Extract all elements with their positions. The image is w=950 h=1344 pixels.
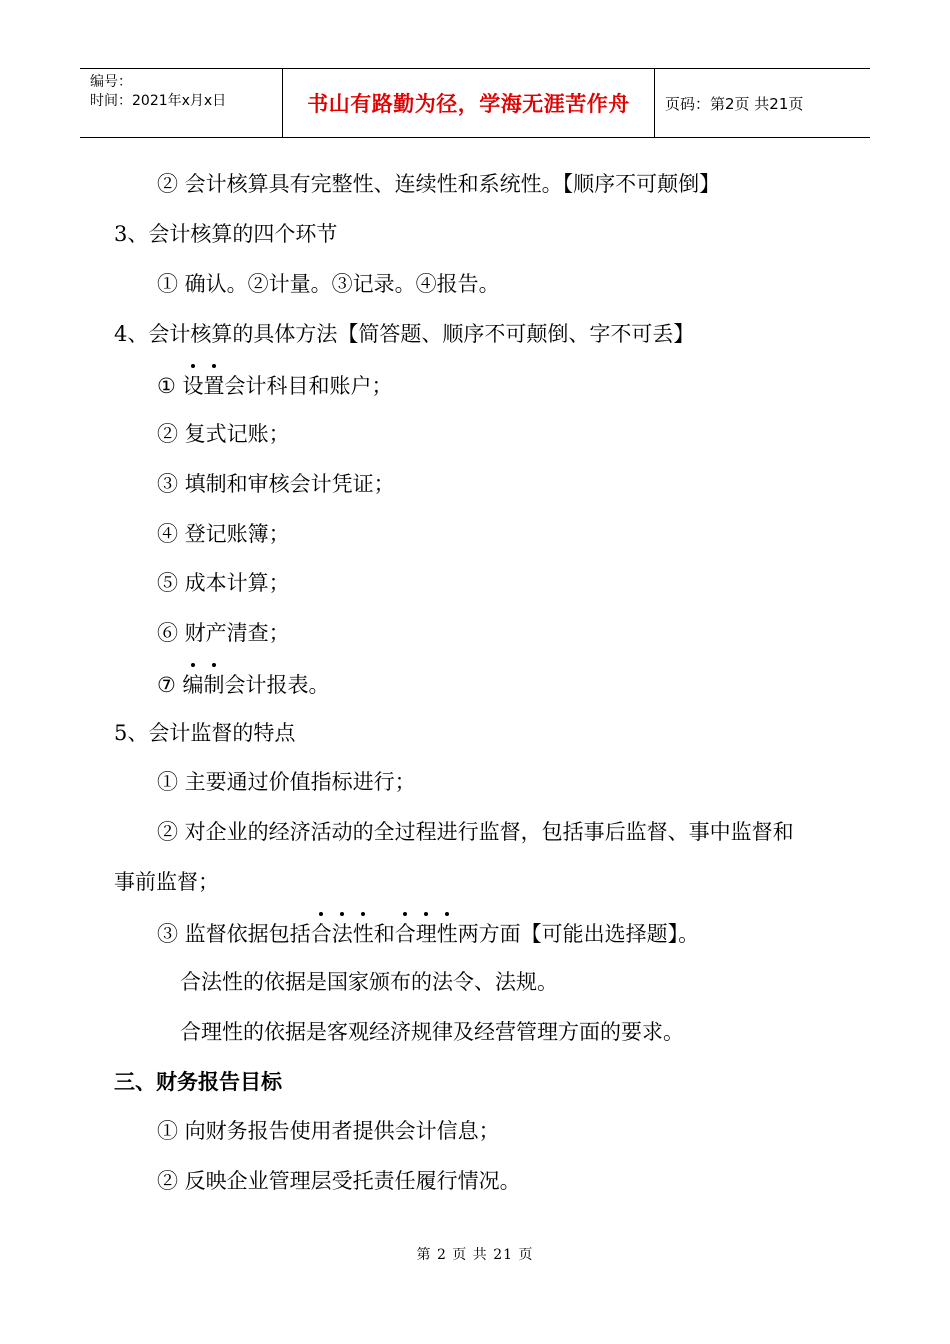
emphasis-char: 理 [415,922,437,946]
emphasis-char: 合 [310,922,332,946]
list-item: ③ 监督依据包括合法性和合理性两方面【可能出选择题】。 [157,922,700,946]
text-line: 事前监督； [114,870,219,894]
header-page-info: 页码：第2页 共21页 [665,94,804,113]
time-label: 时间：2021年x月x日 [90,93,227,109]
section-heading: 三、财务报告目标 [114,1070,282,1094]
emphasis-char: 设 [182,374,204,398]
emphasis-char: 性 [436,922,458,946]
list-item: ③ 填制和审核会计凭证； [157,472,395,496]
emphasis-char: 编 [182,673,204,697]
text-line: ① 确认。②计量。③记录。④报告。 [157,272,500,296]
list-item: ① 设置会计科目和账户； [157,374,393,398]
list-item: ② 复式记账； [157,422,290,446]
header-motto: 书山有路勤为径，学海无涯苦作舟 [283,69,655,137]
list-item: ⑦ 编制会计报表。 [157,673,330,697]
emphasis-char: 法 [331,922,353,946]
emphasis-char: 合 [394,922,416,946]
list-item: ② 反映企业管理层受托责任履行情况。 [157,1169,521,1193]
number-label: 编号： [90,74,132,90]
header-meta [80,69,283,137]
list-item: ⑤ 成本计算； [157,571,290,595]
page-header [80,68,870,138]
text-line: 合理性的依据是客观经济规律及经营管理方面的要求。 [180,1020,684,1044]
list-item: ⑥ 财产清查； [157,621,290,645]
list-item: ① 主要通过价值指标进行； [157,770,416,794]
emphasis-char: 置 [203,374,225,398]
page-footer: 第 2 页 共 21 页 [416,1247,534,1263]
section-heading: 5、会计监督的特点 [114,721,296,745]
list-item: ④ 登记账簿； [157,522,290,546]
emphasis-char: 制 [203,673,225,697]
text-line: ② 会计核算具有完整性、连续性和系统性。【顺序不可颠倒】 [157,172,721,196]
list-item: ② 对企业的经济活动的全过程进行监督，包括事后监督、事中监督和 [157,820,794,844]
section-heading: 4、会计核算的具体方法【简答题、顺序不可颠倒、字不可丢】 [114,322,695,346]
list-item: ① 向财务报告使用者提供会计信息； [157,1119,500,1143]
section-heading: 3、会计核算的四个环节 [114,222,338,246]
text-line: 合法性的依据是国家颁布的法令、法规。 [180,970,558,994]
emphasis-char: 性 [352,922,374,946]
